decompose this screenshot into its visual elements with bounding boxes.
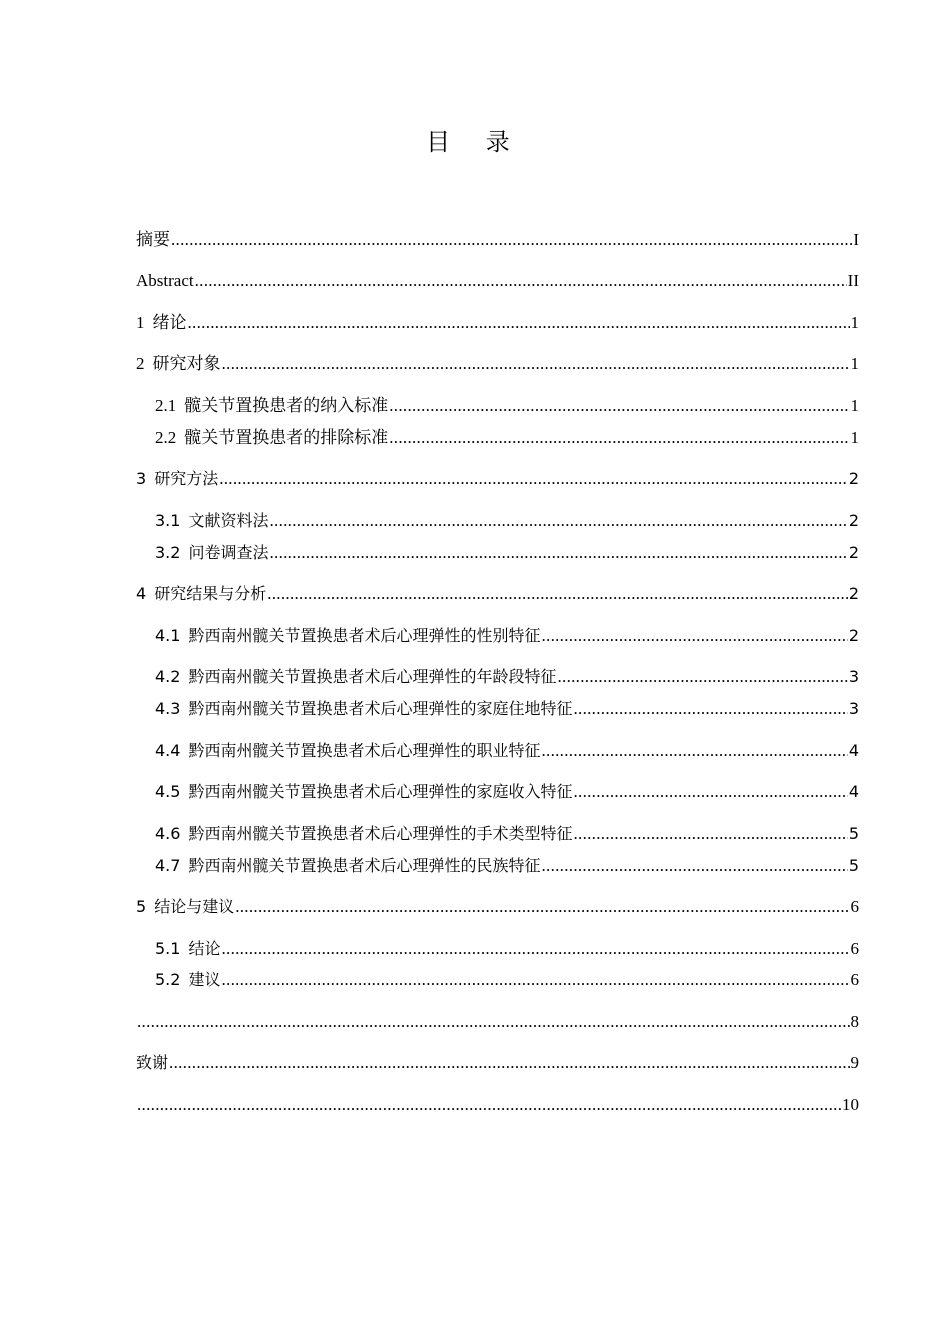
toc-entry-number: 2.2 (155, 428, 177, 447)
toc-entry-number: 4.5 (155, 782, 181, 801)
dot-leader (221, 969, 849, 991)
toc-entry-number: 5.1 (155, 939, 181, 958)
toc-entry-number: 4.4 (155, 741, 181, 760)
toc-page-number: 2 (848, 584, 859, 603)
toc-entry[interactable] (136, 1011, 859, 1033)
toc-page-number: 2 (848, 511, 859, 530)
page-title: 目 录 (426, 128, 524, 156)
toc-page-number: 1 (850, 313, 859, 332)
dot-leader (541, 855, 847, 877)
toc-entry[interactable] (155, 969, 859, 991)
dot-leader (188, 312, 850, 334)
dot-leader (541, 625, 847, 647)
toc-entry[interactable] (155, 740, 859, 762)
dot-leader (389, 427, 849, 449)
toc-page-number: 8 (850, 1012, 859, 1031)
dot-leader (171, 229, 852, 251)
toc-entry[interactable] (155, 542, 859, 564)
toc-entry-number: 5.2 (155, 970, 181, 989)
toc-entry[interactable] (155, 823, 859, 845)
toc-entry[interactable] (155, 427, 859, 449)
dot-leader (269, 542, 847, 564)
dot-leader (219, 468, 848, 490)
toc-entry[interactable] (136, 312, 859, 334)
toc-entry[interactable] (136, 1094, 859, 1116)
toc-page-number: 6 (850, 939, 859, 958)
toc-entry-label (155, 938, 220, 960)
toc-entry-label (136, 229, 170, 251)
toc-entry-label (155, 740, 540, 762)
toc-page-number: 3 (848, 667, 859, 686)
toc-entry-label (136, 312, 187, 334)
toc-entry-title: 结论与建议 (154, 897, 235, 916)
toc-page-number: 10 (842, 1095, 859, 1114)
toc-page-number: 4 (848, 782, 859, 801)
toc-entry-title: 致谢 (136, 1053, 169, 1072)
toc-entry-label (155, 427, 388, 449)
toc-page-number: II (847, 271, 859, 290)
toc-entry[interactable] (136, 583, 859, 605)
dot-leader (541, 740, 847, 762)
toc-entry[interactable] (155, 625, 859, 647)
dot-leader (557, 666, 847, 688)
toc-entry-number: 5 (136, 897, 147, 916)
toc-entry-label (155, 855, 540, 877)
toc-entry-title: 黔西南州髋关节置换患者术后心理弹性的家庭收入特征 (188, 782, 573, 801)
toc-entry-title: 研究结果与分析 (154, 584, 267, 603)
toc-entry-title: 黔西南州髋关节置换患者术后心理弹性的家庭住地特征 (188, 699, 573, 718)
toc-entry-label (155, 625, 540, 647)
toc-entry-number: 3.1 (155, 511, 181, 530)
toc-page-number: 1 (850, 354, 859, 373)
toc-entry-label (136, 270, 194, 292)
dot-leader (269, 510, 847, 532)
toc-entry-label (155, 781, 572, 803)
toc-entry-title: 绪论 (152, 313, 187, 332)
toc-entry-title: 髋关节置换患者的排除标准 (184, 428, 389, 447)
toc-entry-label (155, 666, 556, 688)
dot-leader (221, 938, 849, 960)
toc-entry-title: 摘要 (136, 230, 170, 249)
toc-entry[interactable] (136, 229, 859, 251)
toc-entry-number: 4.2 (155, 667, 181, 686)
toc-entry-label (136, 583, 266, 605)
toc-page-number: 1 (850, 428, 859, 447)
toc-entry-number: 4.1 (155, 626, 181, 645)
dot-leader (389, 395, 849, 417)
toc-entry-title: Abstract (136, 271, 194, 290)
toc-page-number: 2 (848, 543, 859, 562)
dot-leader (222, 353, 850, 375)
toc-entry-number: 1 (136, 313, 145, 332)
toc-page-number: 6 (850, 970, 859, 989)
toc-entry[interactable] (155, 938, 859, 960)
toc-page-number: 2 (848, 469, 859, 488)
toc-entry-number: 4.6 (155, 824, 181, 843)
toc-page-number: 1 (850, 396, 859, 415)
dot-leader (169, 1052, 849, 1074)
toc-entry-label (155, 698, 572, 720)
toc-entry-title: 黔西南州髋关节置换患者术后心理弹性的年龄段特征 (188, 667, 557, 686)
toc-page-number: 3 (848, 699, 859, 718)
toc-entry-title: 结论 (188, 939, 221, 958)
toc-entry[interactable] (136, 353, 859, 375)
toc-entry-title: 黔西南州髋关节置换患者术后心理弹性的民族特征 (188, 856, 541, 875)
dot-leader (573, 823, 847, 845)
toc-entry-title: 研究对象 (152, 354, 221, 373)
toc-page-number: I (853, 230, 859, 249)
toc-entry-title: 黔西南州髋关节置换患者术后心理弹性的手术类型特征 (188, 824, 573, 843)
toc-entry-number: 2.1 (155, 396, 177, 415)
toc-entry[interactable] (155, 698, 859, 720)
toc-entry[interactable] (155, 781, 859, 803)
toc-entry[interactable] (136, 896, 859, 918)
dot-leader (137, 1011, 850, 1033)
dot-leader (573, 698, 847, 720)
toc-page-number: 2 (848, 626, 859, 645)
toc-entry-number: 2 (136, 354, 145, 373)
toc-entry-number: 4.3 (155, 699, 181, 718)
toc-page-number: 9 (850, 1053, 859, 1072)
toc-entry-number: 3 (136, 469, 147, 488)
toc-entry-label (155, 395, 388, 417)
dot-leader (137, 1094, 841, 1116)
toc-entry[interactable] (155, 855, 859, 877)
toc-entry-number: 4 (136, 584, 147, 603)
toc-entry[interactable] (136, 270, 859, 292)
toc-entry-title: 问卷调查法 (188, 543, 269, 562)
toc-entry[interactable] (155, 395, 859, 417)
toc-entry-label (136, 1052, 168, 1074)
toc-entry-title: 黔西南州髋关节置换患者术后心理弹性的性别特征 (188, 626, 541, 645)
toc-entry-title: 髋关节置换患者的纳入标准 (184, 396, 389, 415)
toc-page-number: 5 (848, 824, 859, 843)
dot-leader (195, 270, 847, 292)
toc-entry[interactable] (155, 510, 859, 532)
toc-page-number: 4 (848, 741, 859, 760)
toc-entry-title: 文献资料法 (188, 511, 269, 530)
toc-page-number: 5 (848, 856, 859, 875)
toc-entry-label (155, 969, 220, 991)
dot-leader (235, 896, 849, 918)
toc-entry-title: 研究方法 (154, 469, 219, 488)
toc-entry-label (136, 896, 234, 918)
toc-entry[interactable] (155, 666, 859, 688)
toc-entry-title: 建议 (188, 970, 221, 989)
dot-leader (267, 583, 848, 605)
toc-entry-label (155, 510, 268, 532)
toc-entry-label (136, 353, 221, 375)
toc-entry-title: 黔西南州髋关节置换患者术后心理弹性的职业特征 (188, 741, 541, 760)
toc-page-number: 6 (850, 897, 859, 916)
toc-entry-label (136, 468, 218, 490)
toc-entry-label (155, 823, 572, 845)
toc-entry-label (155, 542, 268, 564)
dot-leader (573, 781, 847, 803)
toc-entry[interactable] (136, 1052, 859, 1074)
toc-entry[interactable] (136, 468, 859, 490)
toc-entry-number: 3.2 (155, 543, 181, 562)
toc-entry-number: 4.7 (155, 856, 181, 875)
